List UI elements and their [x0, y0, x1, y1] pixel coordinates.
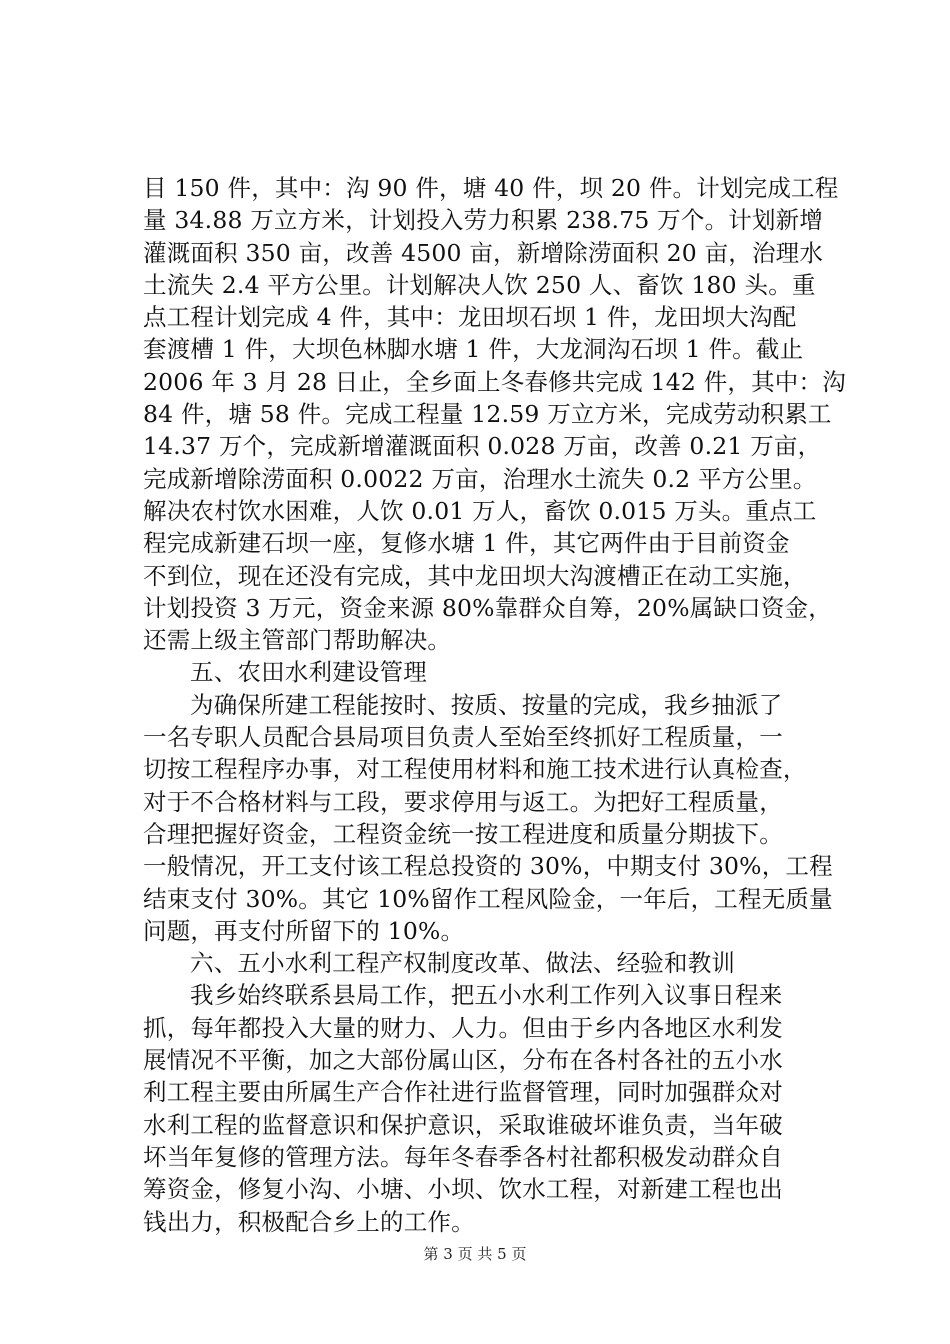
body-line: 2006 年 3 月 28 日止，全乡面上冬春修共完成 142 件，其中：沟: [143, 367, 846, 396]
section-heading-6: 六、五小水利工程产权制度改革、做法、经验和教训: [190, 949, 736, 978]
body-line: 计划投资 3 万元，资金来源 80%靠群众自筹，20%属缺口资金，: [143, 593, 832, 622]
document-body: [143, 172, 846, 1238]
section-heading-5: 五、农田水利建设管理: [190, 658, 427, 687]
section-5-line: 对于不合格材料与工段，要求停用与返工。为把好工程质量，: [143, 787, 783, 816]
body-line: 84 件，塘 58 件。完成工程量 12.59 万立方米，完成劳动积累工: [143, 400, 832, 429]
section-6-line: 利工程主要由所属生产合作社进行监督管理，同时加强群众对: [143, 1078, 783, 1107]
section-5-line: 问题，再支付所留下的 10%。: [143, 916, 465, 945]
section-6-line: 展情况不平衡，加之大部份属山区，分布在各村各社的五小水: [143, 1046, 783, 1075]
body-line: 点工程计划完成 4 件，其中：龙田坝石坝 1 件，龙田坝大沟配: [143, 303, 797, 332]
body-line: 不到位，现在还没有完成，其中龙田坝大沟渡槽正在动工实施，: [143, 561, 807, 590]
section-6-line: 钱出力，积极配合乡上的工作。: [143, 1207, 475, 1236]
section-5-line: 切按工程程序办事，对工程使用材料和施工技术进行认真检查，: [143, 755, 807, 784]
section-5-line: 合理把握好资金，工程资金统一按工程进度和质量分期拔下。: [143, 819, 783, 848]
body-line: 完成新增除涝面积 0.0022 万亩，治理水土流失 0.2 平方公里。: [143, 464, 817, 493]
section-6-line: 坏当年复修的管理方法。每年冬春季各村社都积极发动群众自: [143, 1142, 783, 1171]
body-line: 土流失 2.4 平方公里。计划解决人饮 250 人、畜饮 180 头。重: [143, 270, 816, 299]
body-line: 灌溉面积 350 亩，改善 4500 亩，新增除涝面积 20 亩，治理水: [143, 238, 824, 267]
section-6-line: 水利工程的监督意识和保护意识，采取谁破坏谁负责，当年破: [143, 1110, 783, 1139]
section-6-line: 我乡始终联系县局工作，把五小水利工作列入议事日程来: [190, 981, 783, 1010]
body-line: 解决农村饮水困难，人饮 0.01 万人，畜饮 0.015 万头。重点工: [143, 496, 817, 525]
section-5-line: 为确保所建工程能按时、按质、按量的完成，我乡抽派了: [190, 690, 783, 719]
body-line: 程完成新建石坝一座，复修水塘 1 件，其它两件由于目前资金: [143, 529, 790, 558]
body-line: 套渡槽 1 件，大坝色林脚水塘 1 件，大龙洞沟石坝 1 件。截止: [143, 335, 804, 364]
body-line: 量 34.88 万立方米，计划投入劳力积累 238.75 万个。计划新增: [143, 206, 824, 235]
body-line: 目 150 件，其中：沟 90 件，塘 40 件，坝 20 件。计划完成工程: [143, 174, 839, 202]
body-line: 还需上级主管部门帮助解决。: [143, 626, 452, 655]
section-6-line: 抓，每年都投入大量的财力、人力。但由于乡内各地区水利发: [143, 1013, 783, 1042]
body-line: 14.37 万个，完成新增灌溉面积 0.028 万亩，改善 0.21 万亩，: [143, 432, 822, 461]
section-6-line: 筹资金，修复小沟、小塘、小坝、饮水工程，对新建工程也出: [143, 1175, 783, 1204]
section-5-line: 一般情况，开工支付该工程总投资的 30%，中期支付 30%，工程: [143, 852, 833, 881]
section-5-line: 结束支付 30%。其它 10%留作工程风险金，一年后，工程无质量: [143, 884, 833, 913]
section-5-line: 一名专职人员配合县局项目负责人至始至终抓好工程质量，一: [143, 723, 783, 752]
page-number-footer: 第 3 页 共 5 页: [423, 1245, 527, 1263]
